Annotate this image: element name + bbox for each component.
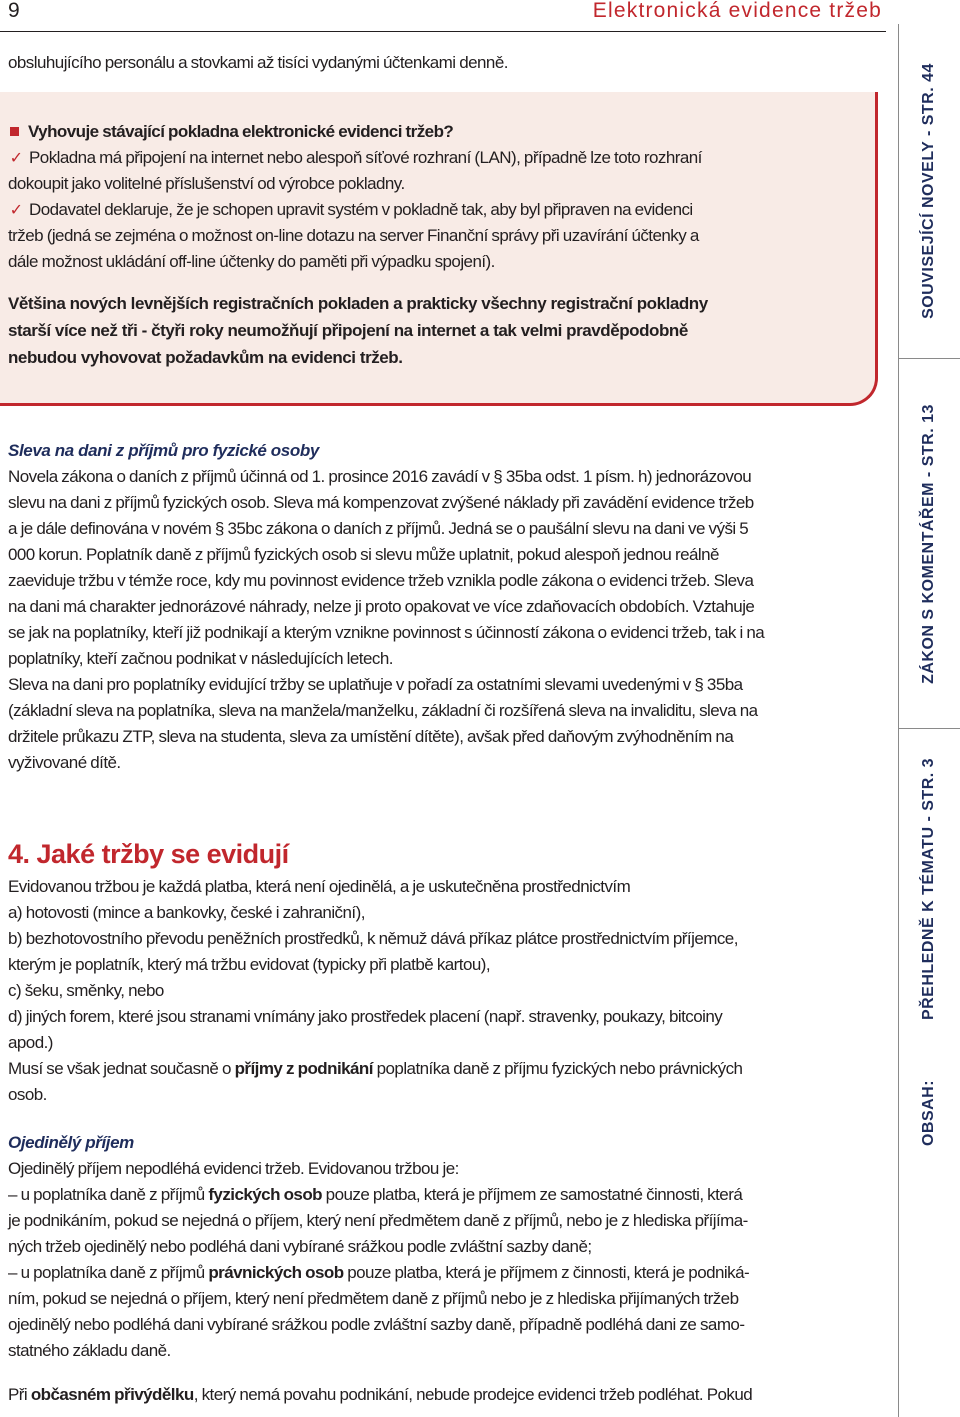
tab-law-commentary-label: ZÁKON S KOMENTÁŘEM - STR. 13	[920, 403, 938, 684]
checkmark-icon: ✓	[9, 200, 23, 219]
section-4-heading: 4. Jaké tržby se evidují	[8, 839, 289, 869]
business-income-pre: Musí se však jednat současně o	[8, 1059, 235, 1078]
section-4-line: apod.)	[8, 1033, 53, 1052]
business-income-end: osob.	[8, 1085, 47, 1104]
tax-relief-line: vyživované dítě.	[8, 753, 121, 772]
legal-persons-cont: ojedinělý nebo podléhá dani vybírané srážkou podle zvláštní sazby daně, případně podléhá dani ze samo-	[8, 1315, 745, 1334]
side-income-post: , který nemá povahu podnikání, nebude prodejce evidenci tržeb podléhat. Pokud	[193, 1385, 753, 1404]
legal-persons-cont: ním, pokud se nejedná o příjem, který není předmětem daně z příjmů nebo je z hlediska přijímaných tržeb	[8, 1289, 739, 1308]
tax-relief-line: slevu na dani z příjmů fyzických osob. Sleva má kompenzovat zvýšené náklady při zavádění evidence tržeb	[8, 493, 754, 512]
tax-relief-line: zaeviduje tržbu v témže roce, kdy mu povinnost evidence tržeb vznikla podle zákona o evidenci tržeb. Sleva	[8, 571, 754, 590]
business-income-line	[8, 1056, 742, 1082]
check1-line: dokoupit jako volitelné příslušenství od výrobce pokladny.	[8, 174, 405, 193]
tab-topic-overview[interactable]	[898, 729, 960, 1048]
tab-topic-overview-label: PŘEHLEDNĚ K TÉMATU - STR. 3	[920, 757, 938, 1020]
warning-line: Většina nových levnějších registračních pokladen a prakticky všechny registrační pokladny	[8, 294, 708, 313]
warning-line: starší více než tři - čtyři roky neumožňují připojení na internet a tak velmi pravděpodobně	[8, 321, 688, 340]
occasional-income-section	[8, 1130, 752, 1408]
tax-relief-line: (základní sleva na poplatníka, sleva na manžela/manželku, základní či rozšířená sleva na invaliditu, sleva na	[8, 701, 758, 720]
tax-relief-line: Sleva na dani pro poplatníky evidující tržby se uplatňuje v pořadí za ostatními slevami uvedenými v § 35ba	[8, 675, 743, 694]
section-4-line: a) hotovosti (mince a bankovky, české i zahraniční),	[8, 903, 365, 922]
intro-line: obsluhujícího personálu a stovkami až tisíci vydanými účtenkami denně.	[8, 53, 508, 72]
tax-relief-heading: Sleva na dani z příjmů pro fyzické osoby	[8, 441, 319, 460]
callout-box	[0, 92, 878, 406]
natural-persons-cont: je podnikáním, pokud se nejedná o příjem, který není předmětem daně z příjmů, nebo je z hlediska příjíma-	[8, 1211, 748, 1230]
check2-line: dále možnost ukládání off-line účtenky do paměti při výpadku spojení).	[8, 252, 495, 271]
callout-question	[8, 119, 708, 145]
check-item-vendor	[8, 197, 708, 223]
natural-persons-pre: – u poplatníka daně z příjmů	[8, 1185, 209, 1204]
tab-related-amendments[interactable]	[898, 24, 960, 358]
tax-relief-line: Novela zákona o daních z příjmů účinná od 1. prosince 2016 zavádí v § 35ba odst. 1 písm. h) jednorázovou	[8, 467, 752, 486]
natural-persons-line	[8, 1182, 752, 1208]
natural-persons-post: pouze platba, která je příjmem ze samostatné činnosti, která	[322, 1185, 743, 1204]
tax-relief-line: 000 korun. Poplatník daně z příjmů fyzických osob si slevu může uplatnit, pokud alespoň jednou reálně	[8, 545, 719, 564]
natural-persons-cont: ných tržeb ojedinělý nebo podléhá dani vybírané srážkou podle zvláštní sazby daně;	[8, 1237, 592, 1256]
section-4-line: c) šeku, směnky, nebo	[8, 981, 164, 1000]
side-income-line	[8, 1382, 752, 1408]
check-item-connectivity	[8, 145, 708, 171]
legal-persons-cont: statného základu daně.	[8, 1341, 171, 1360]
legal-persons-line	[8, 1260, 752, 1286]
page-number: 9	[8, 0, 20, 22]
tab-contents[interactable]	[898, 1048, 960, 1178]
side-income-bold: občasném přivýdělku	[30, 1385, 194, 1404]
legal-persons-post: pouze platba, která je příjmem z činnosti, která je podniká-	[343, 1263, 750, 1282]
side-income-pre: Při	[8, 1385, 31, 1404]
section-4-line: b) bezhotovostního převodu peněžních prostředků, k němuž dává příkaz plátce prostřednictvím příjemce,	[8, 929, 738, 948]
tax-relief-line: na dani má charakter jednorázové náhrady, nelze ji proto opakovat ve více zdaňovacích obdobích. Vztahuje	[8, 597, 755, 616]
business-income-post: poplatníka daně z příjmu fyzických nebo právnických	[372, 1059, 743, 1078]
tab-related-amendments-label: SOUVISEJÍCÍ NOVELY - STR. 44	[920, 63, 938, 319]
legal-persons-pre: – u poplatníka daně z příjmů	[8, 1263, 209, 1282]
occasional-line: Ojedinělý příjem nepodléhá evidenci tržeb. Evidovanou tržbou je:	[8, 1159, 459, 1178]
check2-line: tržeb (jedná se zejména o možnost on-line dotazu na server Finanční správy při uzavírání účtenky a	[8, 226, 699, 245]
tax-relief-line: držitele průkazu ZTP, sleva na studenta, sleva za umístění dítěte), avšak před daňovým zvýhodněním na	[8, 727, 734, 746]
section-4-line: kterým je poplatník, který má tržbu evidovat (typicky při platbě kartou),	[8, 955, 491, 974]
legal-persons-bold: právnických osob	[208, 1263, 344, 1282]
check2-line: Dodavatel deklaruje, že je schopen upravit systém v pokladně tak, aby byl připraven na evidenci	[29, 200, 693, 219]
section-4-line: d) jiných forem, které jsou stranami vnímány jako prostředek placení (např. stravenky, poukazy, bitcoiny	[8, 1007, 723, 1026]
callout-question-text: Vyhovuje stávající pokladna elektronické evidenci tržeb?	[28, 122, 454, 141]
square-bullet-icon	[10, 127, 19, 136]
tax-relief-section	[8, 438, 764, 776]
checkmark-icon: ✓	[9, 148, 23, 167]
occasional-heading: Ojedinělý příjem	[8, 1133, 134, 1152]
header-rule	[0, 31, 886, 32]
tax-relief-line: poplatníky, kteří začnou podnikat v následujících letech.	[8, 649, 393, 668]
tax-relief-line: a je dále definována v novém § 35bc zákona o daních z příjmů. Jedná se o paušální slevu na dani ve výši 5	[8, 519, 749, 538]
section-4	[8, 838, 742, 1108]
business-income-bold: příjmy z podnikání	[234, 1059, 373, 1078]
tab-law-commentary[interactable]	[898, 359, 960, 728]
running-title: Elektronická evidence tržeb	[592, 0, 882, 22]
warning-line: nebudou vyhovovat požadavkům na evidenci tržeb.	[8, 348, 403, 367]
natural-persons-bold: fyzických osob	[208, 1185, 322, 1204]
sidebar-navigation	[898, 24, 960, 1417]
tab-contents-label: OBSAH:	[920, 1079, 938, 1147]
callout-warning	[8, 290, 708, 371]
check1-line: Pokladna má připojení na internet nebo alespoň síťové rozhraní (LAN), případně lze toto rozhraní	[29, 148, 702, 167]
tax-relief-line: se jak na poplatníky, kteří již podnikají a kterým vznikne povinnost s účinností zákona o evidenci tržeb, tak i na	[8, 623, 765, 642]
section-4-line: Evidovanou tržbou je každá platba, která není ojedinělá, a je uskutečněna prostřednictvím	[8, 877, 631, 896]
